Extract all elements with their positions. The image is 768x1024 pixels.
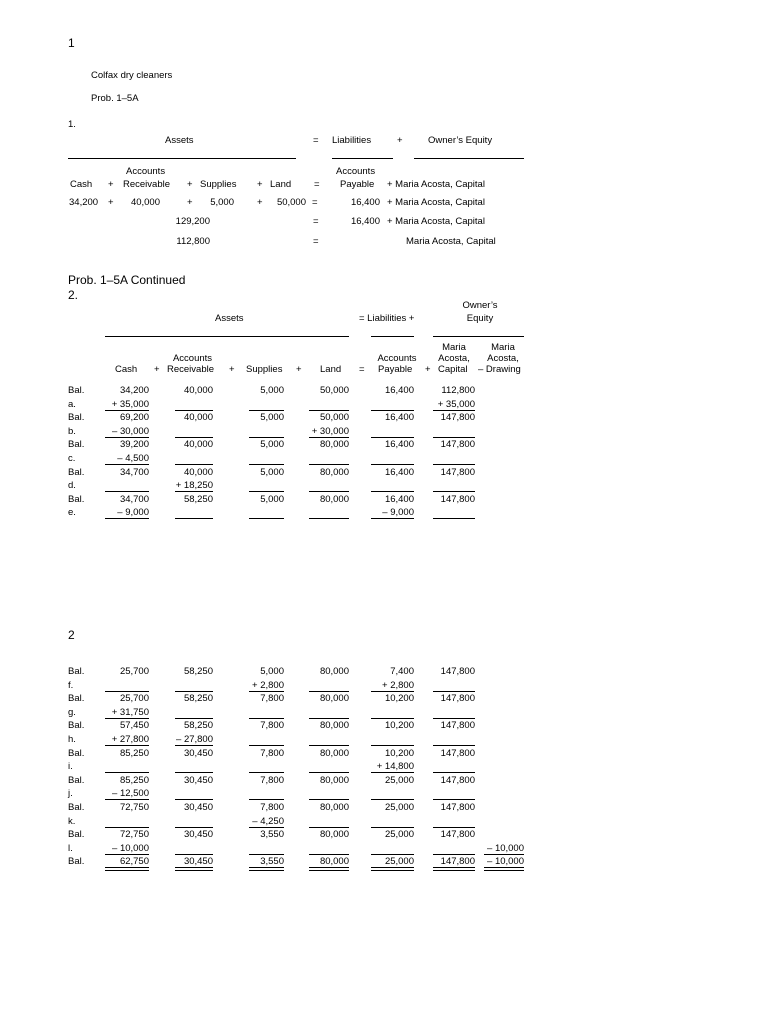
header-drawing: – Drawing (478, 364, 521, 375)
cell-ap: 16,400 (384, 493, 414, 505)
header-capital: Capital (438, 364, 468, 375)
total-rule (175, 827, 213, 828)
cell-ar: 58,250 (183, 493, 213, 505)
cell-ar: + 18,250 (175, 480, 213, 492)
cell-cap: 147,800 (440, 412, 475, 424)
total-rule (175, 491, 213, 492)
cell-sup: 5,000 (260, 666, 284, 677)
total-rule (249, 745, 284, 746)
liabilities-rule (332, 158, 393, 159)
double-rule (105, 867, 149, 871)
header-plus: + (154, 364, 160, 375)
total-rule (249, 518, 284, 519)
cell-cash: + 27,800 (111, 734, 149, 745)
total-rule (175, 437, 213, 438)
liabilities-rule (371, 336, 414, 337)
cell-cash: 85,250 (119, 774, 149, 786)
value-capital: + Maria Acosta, Capital (387, 216, 485, 227)
equation-plus: + (397, 135, 403, 146)
total-rule (309, 491, 349, 492)
header-accounts-payable-top: Accounts (336, 166, 376, 177)
plus-sign: + (108, 197, 114, 208)
cell-land: 80,000 (319, 802, 349, 813)
value-cash: 34,200 (69, 197, 99, 208)
total-rule (433, 437, 475, 438)
cell-land: 80,000 (319, 693, 349, 705)
row-label: l. (68, 842, 73, 854)
part-label: 1. (68, 119, 76, 130)
cell-ap: 10,200 (384, 720, 414, 732)
cell-cash: – 30,000 (112, 425, 149, 437)
total-rule (249, 437, 284, 438)
cell-land: 80,000 (319, 774, 349, 786)
total-rule (371, 718, 414, 719)
plus-sign: + (187, 197, 193, 208)
cell-cap: 147,800 (440, 466, 475, 478)
total-rule (433, 410, 475, 411)
cell-sup: 5,000 (260, 466, 284, 478)
total-rule (433, 518, 475, 519)
cell-sup: 7,800 (260, 747, 284, 759)
cell-cash: 62,750 (119, 856, 149, 868)
cell-ap: 25,000 (384, 802, 414, 813)
total-rule (371, 410, 414, 411)
cell-cap: 147,800 (440, 720, 475, 732)
total-rule (105, 854, 149, 855)
cell-ar: 58,250 (183, 720, 213, 732)
cell-sup: 7,800 (260, 720, 284, 732)
cell-ap: 25,000 (384, 856, 414, 868)
cell-cash: 39,200 (119, 439, 149, 451)
header-plus: + (108, 179, 114, 190)
total-rule (105, 827, 149, 828)
row-label: Bal. (68, 666, 85, 677)
header-accounts: Accounts (126, 166, 166, 177)
cell-cap: 147,800 (440, 856, 475, 868)
cell-cash: + 31,750 (111, 706, 149, 718)
equity-rule (433, 336, 524, 337)
total-rule (249, 772, 284, 773)
total-rule (309, 518, 349, 519)
row-label: Bal. (68, 693, 85, 705)
total-rule (105, 691, 149, 692)
cell-sup: 5,000 (260, 412, 284, 424)
total-rule (433, 691, 475, 692)
page-number: 1 (68, 36, 75, 50)
cell-ar: 30,450 (183, 856, 213, 868)
header-plus: + (187, 179, 193, 190)
row-label: Bal. (68, 412, 85, 424)
total-rule (105, 464, 149, 465)
cell-cap: 147,800 (440, 829, 475, 841)
header-plus: + (296, 364, 302, 375)
value-land: 50,000 (276, 197, 306, 208)
problem-label: Prob. 1–5A (91, 93, 139, 104)
total-rule (371, 518, 414, 519)
total-rule (371, 464, 414, 465)
row-label: Bal. (68, 466, 85, 478)
total-rule (249, 827, 284, 828)
header-payable: Payable (378, 364, 413, 375)
row-label: j. (68, 788, 73, 800)
cell-cash: 25,700 (119, 693, 149, 705)
row-label: Bal. (68, 439, 85, 451)
cell-ap: 7,400 (390, 666, 414, 677)
header-receivable: Receivable (123, 179, 170, 190)
header-plus: + (257, 179, 263, 190)
total-rule (371, 799, 414, 800)
header-payable: Payable (340, 179, 375, 190)
cell-sup: 7,800 (260, 774, 284, 786)
total-rule (309, 827, 349, 828)
total-rule (433, 491, 475, 492)
value-capital: + Maria Acosta, Capital (387, 197, 485, 208)
cell-sup: – 4,250 (252, 815, 284, 827)
cell-ar: 58,250 (183, 693, 213, 705)
total-rule (371, 691, 414, 692)
value-payable: 16,400 (350, 216, 380, 227)
cell-ap: 16,400 (384, 466, 414, 478)
cell-draw: – 10,000 (487, 856, 524, 868)
cell-cash: + 35,000 (111, 398, 149, 410)
cell-cap: 112,800 (441, 385, 475, 396)
cell-land: 50,000 (319, 385, 349, 396)
total-rule (175, 464, 213, 465)
double-rule (371, 867, 414, 871)
value-total-assets: 129,200 (175, 216, 210, 227)
cell-ap: 16,400 (384, 385, 414, 396)
cell-land: 80,000 (319, 747, 349, 759)
cell-sup: 7,800 (260, 802, 284, 813)
cell-ap: 25,000 (384, 774, 414, 786)
row-label: Bal. (68, 747, 85, 759)
plus-sign: + (257, 197, 263, 208)
cell-cap: 147,800 (440, 493, 475, 505)
cell-land: 80,000 (319, 856, 349, 868)
header-equals: = (314, 179, 320, 190)
value-supplies: 5,000 (210, 197, 234, 208)
total-rule (484, 854, 524, 855)
row-label: k. (68, 815, 76, 827)
cell-cap: 147,800 (440, 666, 475, 677)
total-rule (175, 854, 213, 855)
total-rule (309, 745, 349, 746)
cell-sup: 3,550 (260, 856, 284, 868)
total-rule (433, 464, 475, 465)
row-label: g. (68, 706, 76, 718)
row-label: Bal. (68, 720, 85, 732)
total-rule (309, 437, 349, 438)
value-payable: 16,400 (350, 197, 380, 208)
total-rule (309, 772, 349, 773)
cell-ap: 10,200 (384, 747, 414, 759)
total-rule (371, 437, 414, 438)
header-acosta: Acosta, (487, 353, 519, 364)
total-rule (433, 772, 475, 773)
total-rule (105, 410, 149, 411)
header-supplies: Supplies (200, 179, 237, 190)
cell-cash: – 4,500 (117, 453, 149, 464)
total-rule (309, 410, 349, 411)
cell-ar: 40,000 (183, 466, 213, 478)
total-rule (249, 718, 284, 719)
assets-rule (68, 158, 296, 159)
cell-cash: 69,200 (119, 412, 149, 424)
cell-ap: 25,000 (384, 829, 414, 841)
total-rule (175, 410, 213, 411)
header-equals: = (359, 364, 365, 375)
cell-cash: 85,250 (119, 747, 149, 759)
total-rule (433, 745, 475, 746)
total-rule (105, 437, 149, 438)
cell-ap: 16,400 (384, 412, 414, 424)
equals-sign: = (313, 216, 319, 227)
total-rule (371, 745, 414, 746)
header-capital: + Maria Acosta, Capital (387, 179, 485, 190)
cell-ar: 40,000 (183, 412, 213, 424)
header-cash: Cash (70, 179, 93, 190)
page-number: 2 (68, 628, 75, 642)
header-supplies: Supplies (246, 364, 283, 375)
total-rule (249, 691, 284, 692)
row-label: b. (68, 425, 76, 437)
cell-ar: 40,000 (183, 385, 213, 396)
total-rule (371, 772, 414, 773)
total-rule (175, 718, 213, 719)
total-rule (105, 772, 149, 773)
cell-sup: 3,550 (260, 829, 284, 841)
total-rule (309, 718, 349, 719)
header-land: Land (270, 179, 292, 190)
row-label: f. (68, 679, 74, 691)
row-label: c. (68, 453, 76, 464)
cell-ar: 40,000 (183, 439, 213, 451)
cell-cap: 147,800 (440, 774, 475, 786)
header-plus: + (425, 364, 431, 375)
cell-cash: 72,750 (119, 802, 149, 813)
cell-cap: + 35,000 (437, 398, 475, 410)
total-rule (105, 518, 149, 519)
cell-ar: 30,450 (183, 774, 213, 786)
equity-rule (414, 158, 524, 159)
part-label: 2. (68, 288, 79, 302)
cell-ap: + 2,800 (382, 679, 414, 691)
cell-sup: + 2,800 (252, 679, 284, 691)
cell-cap: 147,800 (440, 747, 475, 759)
total-rule (249, 464, 284, 465)
total-rule (105, 718, 149, 719)
header-equity: Equity (466, 313, 494, 324)
row-label: Bal. (68, 493, 85, 505)
equation-owners-equity: Owner’s Equity (428, 135, 493, 146)
row-label: a. (68, 398, 76, 410)
equals-sign: = (312, 197, 318, 208)
cell-cash: – 9,000 (117, 507, 149, 519)
equation-liabilities: Liabilities (332, 135, 372, 146)
value-capital: Maria Acosta, Capital (406, 236, 496, 247)
row-label: Bal. (68, 829, 85, 841)
total-rule (309, 691, 349, 692)
total-rule (175, 772, 213, 773)
company-name: Colfax dry cleaners (91, 70, 173, 81)
row-label: Bal. (68, 385, 85, 396)
total-rule (105, 491, 149, 492)
total-rule (105, 799, 149, 800)
header-accounts: Accounts (172, 353, 213, 364)
row-label: Bal. (68, 774, 85, 786)
double-rule (433, 867, 475, 871)
total-rule (433, 854, 475, 855)
cell-ar: 30,450 (183, 829, 213, 841)
row-label: h. (68, 734, 76, 745)
equation-assets: Assets (165, 135, 194, 146)
row-label: i. (68, 761, 73, 773)
cell-cash: 34,200 (119, 385, 149, 396)
cell-sup: 5,000 (260, 439, 284, 451)
header-owners: Owner’s (462, 300, 498, 311)
cell-draw: – 10,000 (487, 842, 524, 854)
total-rule (175, 518, 213, 519)
cell-cash: 25,700 (119, 666, 149, 677)
assets-rule (105, 336, 349, 337)
total-rule (433, 827, 475, 828)
header-receivable: Receivable (167, 364, 214, 375)
header-acosta: Acosta, (438, 353, 470, 364)
total-rule (371, 827, 414, 828)
row-label: d. (68, 480, 76, 492)
total-rule (249, 854, 284, 855)
header-accounts: Accounts (377, 353, 417, 364)
cell-sup: 7,800 (260, 693, 284, 705)
total-rule (371, 491, 414, 492)
double-rule (484, 867, 524, 871)
total-rule (105, 745, 149, 746)
cell-land: 80,000 (319, 720, 349, 732)
total-rule (175, 691, 213, 692)
cell-land: 80,000 (319, 829, 349, 841)
cell-cap: 147,800 (440, 693, 475, 705)
total-rule (433, 718, 475, 719)
cell-cap: 147,800 (440, 802, 475, 813)
total-rule (433, 799, 475, 800)
cell-cash: 34,700 (119, 466, 149, 478)
row-label: Bal. (68, 856, 85, 868)
header-maria: Maria (491, 342, 515, 353)
cell-ap: 10,200 (384, 693, 414, 705)
cell-ap: – 9,000 (382, 507, 414, 519)
row-label: Bal. (68, 802, 85, 813)
total-rule (175, 799, 213, 800)
header-maria: Maria (442, 342, 466, 353)
double-rule (249, 867, 284, 871)
cell-land: 80,000 (319, 466, 349, 478)
header-land: Land (320, 364, 342, 375)
cell-land: + 30,000 (311, 425, 349, 437)
cell-land: 80,000 (319, 439, 349, 451)
cell-sup: 5,000 (260, 385, 284, 396)
continued-title: Prob. 1–5A Continued (68, 273, 186, 287)
header-equals-liabilities: = Liabilities + (359, 313, 415, 324)
total-rule (371, 854, 414, 855)
total-rule (309, 854, 349, 855)
cell-sup: 5,000 (260, 493, 284, 505)
header-plus: + (229, 364, 235, 375)
equals-sign: = (313, 236, 319, 247)
cell-cash: – 12,500 (112, 788, 149, 800)
total-rule (175, 745, 213, 746)
total-rule (249, 491, 284, 492)
cell-land: 50,000 (319, 412, 349, 424)
cell-ar: 30,450 (183, 747, 213, 759)
double-rule (309, 867, 349, 871)
total-rule (309, 464, 349, 465)
cell-land: 80,000 (319, 666, 349, 677)
cell-ap: 16,400 (384, 439, 414, 451)
row-label: e. (68, 507, 76, 519)
cell-cap: 147,800 (440, 439, 475, 451)
value-receivable: 40,000 (130, 197, 160, 208)
header-assets: Assets (215, 313, 244, 324)
cell-cash: 72,750 (119, 829, 149, 841)
cell-ar: 58,250 (183, 666, 213, 677)
cell-cash: 34,700 (119, 493, 149, 505)
total-rule (249, 799, 284, 800)
cell-land: 80,000 (319, 493, 349, 505)
header-cash: Cash (115, 364, 138, 375)
double-rule (175, 867, 213, 871)
total-rule (249, 410, 284, 411)
cell-ar: – 27,800 (176, 734, 213, 745)
value-net-assets: 112,800 (176, 236, 210, 247)
equation-equals: = (313, 135, 319, 146)
total-rule (309, 799, 349, 800)
cell-ar: 30,450 (183, 802, 213, 813)
cell-cash: – 10,000 (112, 842, 149, 854)
cell-ap: + 14,800 (376, 761, 414, 773)
cell-cash: 57,450 (119, 720, 149, 732)
